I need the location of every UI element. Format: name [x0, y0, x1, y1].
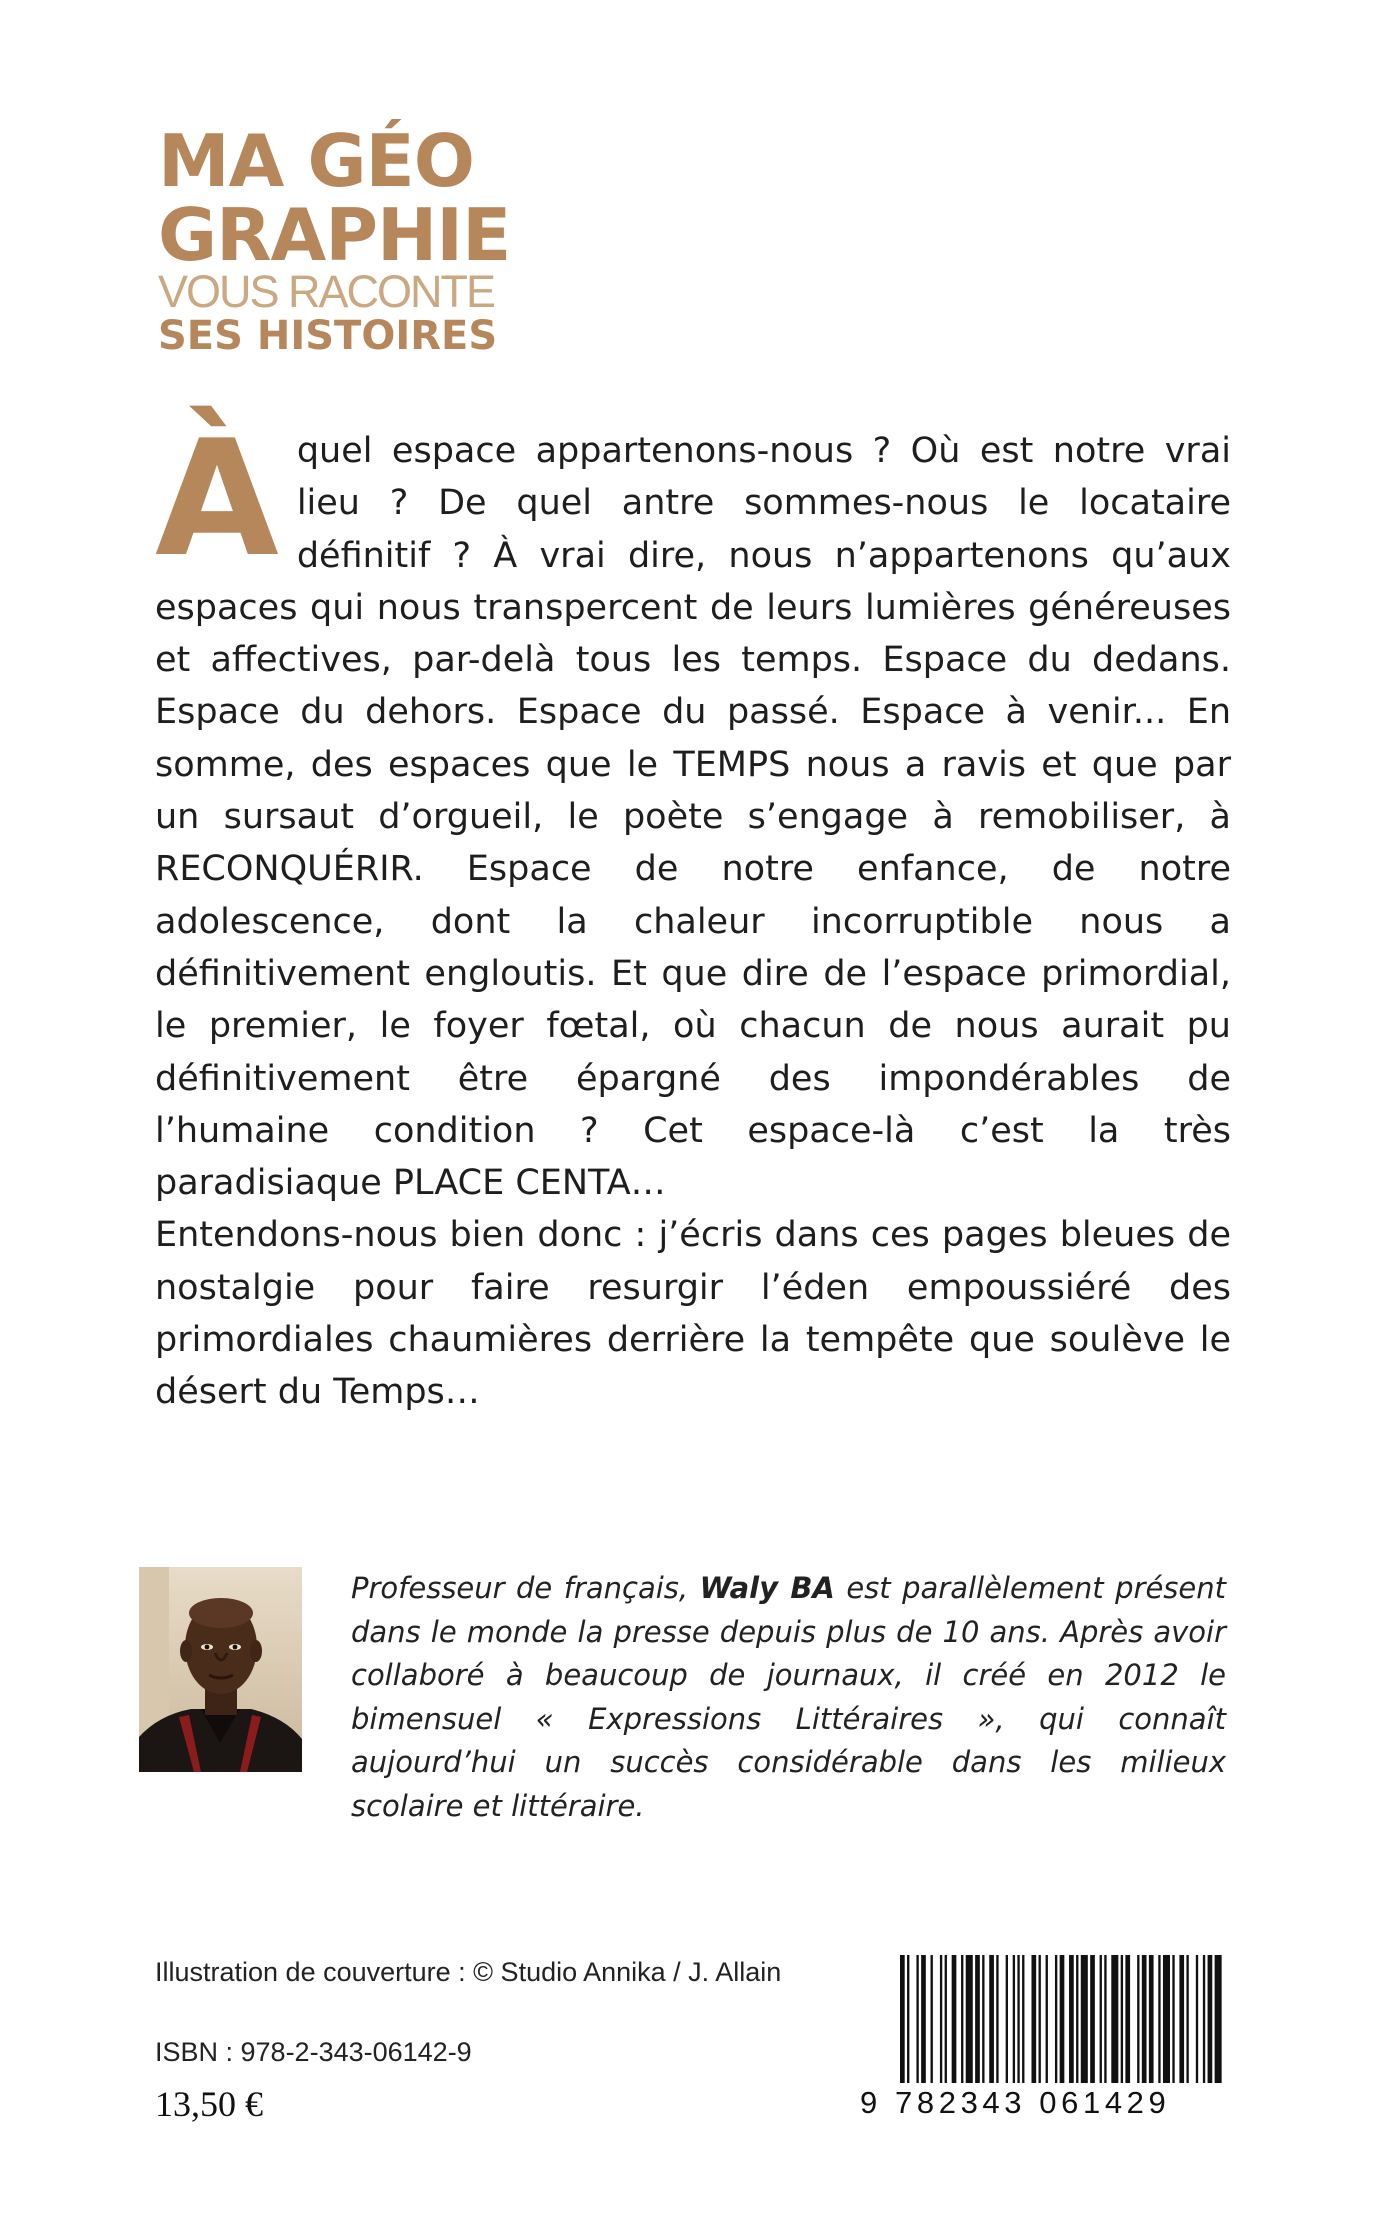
title-line-3: VOUS RACONTE	[158, 266, 495, 317]
blurb-paragraph-1-text: quel espace appartenons-nous ? Où est notre vrai lieu ? De quel antre sommes-nous le locataire définitif ? À vrai dire, nous n’appartenons qu’aux espaces qui nous transpercent de leurs lumières généreuses et affectives, par-delà tous les temps. Espace du dedans. Espace du dehors. Espace du passé. Espace à venir... En somme, des espaces que le TEMPS nous a ravis et que par un sursaut d’orgueil, le poète s’engage à remobiliser, à RECONQUÉRIR. Espace de notre enfance, de notre adolescence, dont la chaleur incorruptible nous a définitivement engloutis. Et que dire de l’espace primordial, le premier, le foyer fœtal, où chacun de nous aurait pu définitivement être épargné des impondérables de l’humaine condition ? Cet espace-là c’est la très paradisiaque PLACE CENTA…	[155, 431, 1231, 1204]
drop-cap: À	[155, 405, 279, 592]
author-bio	[351, 1567, 1226, 1829]
author-bio-rest: est parallèlement présent dans le monde la presse depuis plus de 10 ans. Après avoir collaboré à beaucoup de journaux, il créé en 2012 le bimensuel « Expressions Littéraires », qui connaît aujourd’hui un succès considérable dans les milieux scolaire et littéraire.	[351, 1571, 1226, 1823]
blurb-paragraph-1	[155, 405, 1231, 1209]
author-bio-prefix: Professeur de français,	[351, 1571, 700, 1605]
author-bio-text	[351, 1567, 1226, 1829]
title-line-1: MA GÉO	[158, 119, 474, 203]
author-photo	[139, 1567, 302, 1772]
title-line-4: SES HISTOIRES	[158, 313, 498, 359]
blurb-paragraph-2: Entendons-nous bien donc : j’écris dans ces pages bleues de nostalgie pour faire resurgir l’éden empoussiéré des primordiales chaumières derrière la tempête que soulève le désert du Temps…	[155, 1215, 1231, 1413]
isbn: ISBN : 978-2-343-06142-9	[155, 2037, 472, 2067]
barcode-digits: 9 782343 061429	[860, 2085, 1171, 2120]
author-name: Waly BA	[699, 1571, 835, 1605]
cover-credit: Illustration de couverture : © Studio Annika / J. Allain	[155, 1957, 782, 1987]
blurb	[155, 405, 1231, 1419]
book-title	[158, 119, 511, 359]
price: 13,50 €	[155, 2084, 263, 2124]
title-line-2: GRAPHIE	[158, 193, 511, 277]
